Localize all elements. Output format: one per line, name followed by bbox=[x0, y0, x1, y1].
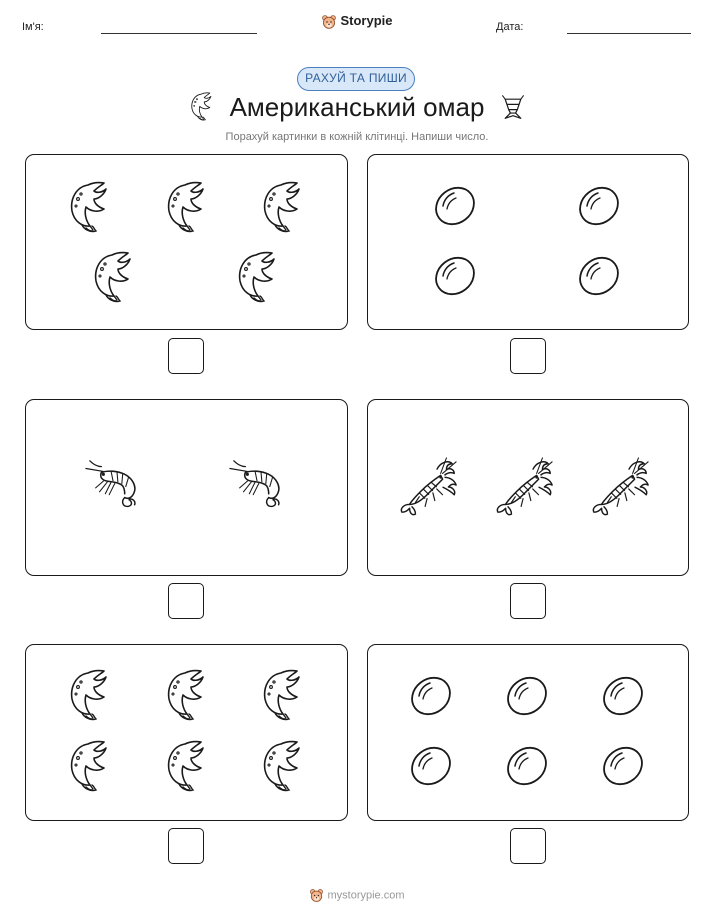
counting-panel-3 bbox=[25, 399, 348, 576]
lobster-tail-icon bbox=[500, 94, 526, 120]
lobster-claw-icon bbox=[68, 181, 112, 235]
lobster-claw-icon bbox=[92, 251, 136, 305]
page-title: Американський омар bbox=[229, 92, 485, 122]
brand-text: Storypie bbox=[340, 13, 393, 28]
name-field[interactable] bbox=[101, 33, 257, 34]
lobster-icon bbox=[398, 455, 460, 519]
egg-icon bbox=[504, 743, 550, 789]
counting-panel-6 bbox=[367, 644, 689, 821]
egg-icon bbox=[504, 673, 550, 719]
egg-icon bbox=[576, 253, 622, 299]
shrimp-icon bbox=[84, 458, 146, 512]
egg-icon bbox=[408, 673, 454, 719]
answer-box-3[interactable] bbox=[168, 583, 204, 619]
name-label: Ім'я: bbox=[22, 21, 44, 33]
answer-box-6[interactable] bbox=[510, 828, 546, 864]
lobster-claw-icon bbox=[165, 181, 209, 235]
egg-icon bbox=[432, 183, 478, 229]
lobster-claw-icon bbox=[261, 669, 305, 723]
counting-panel-1 bbox=[25, 154, 348, 330]
counting-panel-5 bbox=[25, 644, 348, 821]
instructions: Порахуй картинки в кожній клітинці. Напиши число. bbox=[225, 131, 489, 143]
egg-icon bbox=[408, 743, 454, 789]
lobster-icon bbox=[494, 455, 556, 519]
answer-box-4[interactable] bbox=[510, 583, 546, 619]
lobster-claw-icon bbox=[68, 740, 112, 794]
lobster-claw-icon bbox=[261, 181, 305, 235]
lobster-claw-icon bbox=[165, 740, 209, 794]
counting-panel-2 bbox=[367, 154, 689, 330]
egg-icon bbox=[576, 183, 622, 229]
lobster-claw-icon bbox=[165, 669, 209, 723]
date-field[interactable] bbox=[567, 33, 691, 34]
lobster-claw-icon bbox=[261, 740, 305, 794]
shrimp-icon bbox=[228, 458, 290, 512]
egg-icon bbox=[600, 673, 646, 719]
bear-mascot-icon bbox=[321, 14, 337, 30]
lobster-claw-icon bbox=[236, 251, 280, 305]
answer-box-5[interactable] bbox=[168, 828, 204, 864]
answer-box-2[interactable] bbox=[510, 338, 546, 374]
egg-icon bbox=[432, 253, 478, 299]
activity-badge: РАХУЙ ТА ПИШИ bbox=[297, 67, 415, 91]
footer bbox=[0, 888, 714, 903]
brand bbox=[0, 13, 714, 30]
lobster-claw-icon bbox=[68, 669, 112, 723]
date-label: Дата: bbox=[496, 21, 524, 33]
egg-icon bbox=[600, 743, 646, 789]
lobster-icon bbox=[590, 455, 652, 519]
counting-panel-4 bbox=[367, 399, 689, 576]
bear-mascot-icon bbox=[309, 888, 324, 903]
answer-box-1[interactable] bbox=[168, 338, 204, 374]
footer-url[interactable]: mystorypie.com bbox=[327, 889, 405, 902]
